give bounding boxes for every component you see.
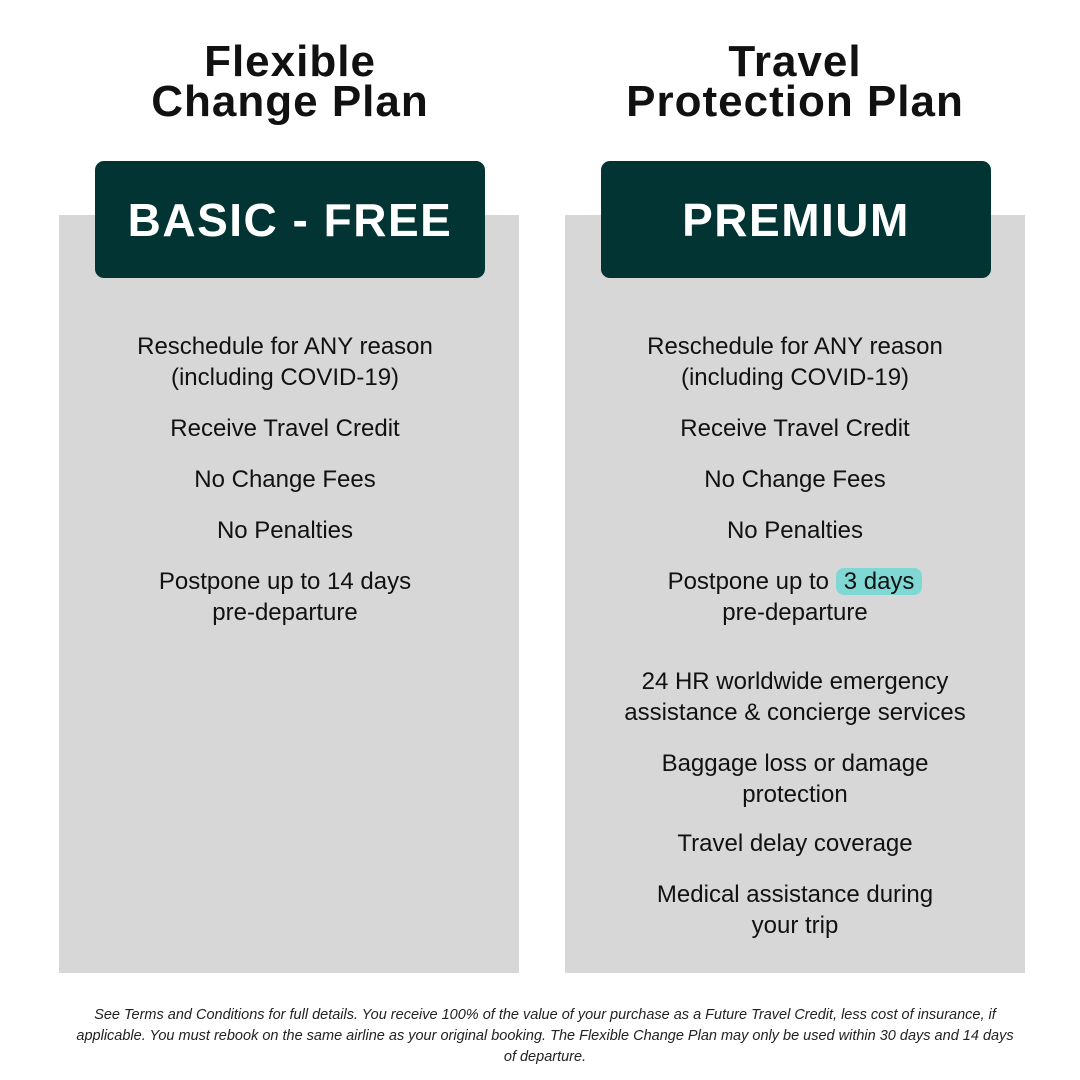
feature-item bbox=[565, 828, 1025, 859]
feature-line: Receive Travel Credit bbox=[170, 415, 400, 442]
feature-line: protection bbox=[742, 781, 848, 808]
feature-line: assistance & concierge services bbox=[624, 699, 966, 726]
feature-line bbox=[565, 566, 1025, 597]
highlight-3-days: 3 days bbox=[836, 568, 923, 595]
feature-line: 24 HR worldwide emergency bbox=[641, 668, 949, 695]
feature-line: No Penalties bbox=[726, 517, 864, 544]
feature-line: Baggage loss or damage bbox=[661, 750, 929, 777]
feature-item bbox=[55, 464, 515, 495]
basic-plan-title bbox=[60, 37, 520, 126]
title-line: Flexible bbox=[204, 37, 376, 86]
feature-line: No Change Fees bbox=[194, 466, 376, 493]
title-line: Protection Plan bbox=[626, 77, 964, 126]
feature-item bbox=[55, 413, 515, 444]
feature-line: Reschedule for ANY reason bbox=[647, 333, 943, 360]
feature-line: Reschedule for ANY reason bbox=[137, 333, 433, 360]
feature-line: Postpone up to 14 days bbox=[158, 568, 412, 595]
feature-item bbox=[565, 331, 1025, 393]
feature-text: Postpone up to bbox=[667, 568, 836, 595]
feature-line: Travel delay coverage bbox=[677, 830, 913, 857]
premium-plan-title bbox=[565, 37, 1025, 126]
feature-item bbox=[565, 748, 1025, 810]
feature-item bbox=[565, 879, 1025, 941]
terms-footnote: See Terms and Conditions for full details. You receive 100% of the value of your purchase as a Future Travel Credit, less cost of insurance, if applicable. You must rebook on the same airline as your original booking. The Flexible Change Plan may only be used within 30 days and 14 days of departure. bbox=[76, 1007, 1014, 1065]
basic-free-badge: BASIC - FREE bbox=[95, 161, 485, 278]
feature-item bbox=[565, 464, 1025, 495]
feature-line: pre-departure bbox=[212, 599, 358, 626]
feature-line: pre-departure bbox=[722, 599, 868, 626]
title-line: Travel bbox=[728, 37, 862, 86]
feature-line: Receive Travel Credit bbox=[680, 415, 910, 442]
feature-item bbox=[565, 515, 1025, 546]
feature-line: No Change Fees bbox=[704, 466, 886, 493]
feature-line: (including COVID-19) bbox=[170, 364, 400, 391]
premium-badge: PREMIUM bbox=[601, 161, 991, 278]
title-line: Change Plan bbox=[151, 77, 429, 126]
feature-item bbox=[565, 413, 1025, 444]
feature-item bbox=[565, 666, 1025, 728]
feature-line: (including COVID-19) bbox=[680, 364, 910, 391]
feature-line: No Penalties bbox=[216, 517, 354, 544]
feature-item bbox=[55, 566, 515, 628]
feature-line: Medical assistance during bbox=[656, 881, 934, 908]
feature-line: your trip bbox=[751, 912, 839, 939]
feature-item bbox=[55, 515, 515, 546]
feature-item bbox=[55, 331, 515, 393]
feature-item bbox=[565, 566, 1025, 628]
